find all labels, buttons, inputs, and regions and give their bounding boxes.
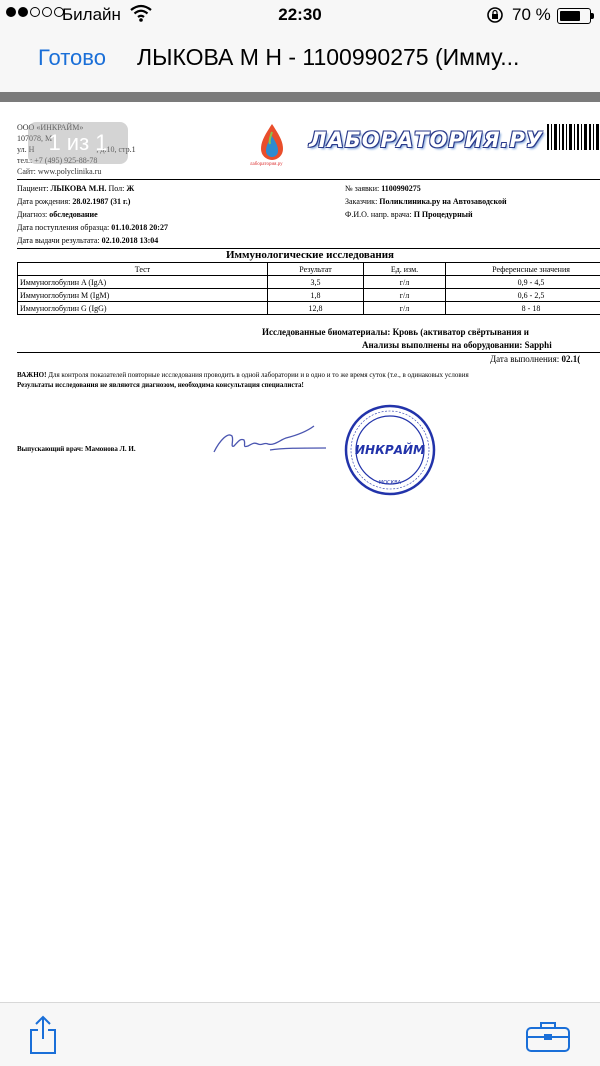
rotation-lock-icon [486,6,504,24]
patient-info: Пациент: ЛЫКОВА М.Н. Пол: Ж Дата рождения: 28.02.1987 (31 г.) Диагноз: обследование Дата поступления образца: 01.10.2018 20:27 Дата выдачи результата: 02.10.2018 13:04 [17,184,168,245]
table-row: Иммуноглобулин G (IgG) 12,8 г/л 8 - 18 [18,302,600,315]
table-row: Иммуноглобулин A (IgA) 3,5 г/л 0,9 - 4,5 [18,276,600,289]
completion-date: Дата выполнения: 02.1( [490,354,581,364]
order-info: № заявки: 1100990275 Заказчик: Поликлиника.ру на Автозаводской Ф.И.О. напр. врача: П Процедурный [345,184,507,219]
table-header-row: Тест Результат Ед. изм. Референсные значения [18,263,600,276]
lab-logo-icon [258,122,286,162]
share-icon[interactable] [28,1015,58,1055]
official-stamp [344,404,436,496]
barcode [547,124,600,150]
bottom-toolbar [0,1002,600,1066]
battery-percent: 70 % [512,5,551,24]
results-table [17,262,600,315]
nav-bar [0,30,600,92]
issuing-doctor: Выпускающий врач: Мамонова Л. И. [17,445,136,453]
lab-address: ООО «ИНКРАЙМ» 107078, М ул. Н , д.10, стр.1 тел.: +7 (495) 925-88-78 Сайт: www.polyclinika.ru [17,123,136,176]
table-row: Иммуноглобулин M (IgM) 1,8 г/л 0,6 - 2,5 [18,289,600,302]
battery-icon [557,8,591,24]
document-title: ЛЫКОВА М Н - 1100990275 (Имму... [137,44,520,70]
carrier-name: Билайн [62,5,121,24]
warning-note-2: Результаты исследования не являются диагнозом, необходима консультация специалиста! [17,381,304,389]
header-divider [17,179,600,180]
equipment-line: Анализы выполнены на оборудовании: Sapphi [362,340,552,350]
logo-caption: лаборатория.ру [250,162,283,167]
briefcase-icon[interactable] [525,1019,571,1053]
warning-note: ВАЖНО! Для контроля показателей повторные исследования проводить в одной лаборатории и в одно и то же время суток (т.е., в одинаковых условия [17,371,469,379]
svg-text:МОСКВА: МОСКВА [378,480,402,486]
lab-brand: ЛАБОРАТОРИЯ.РУ [309,128,544,152]
status-bar [0,0,600,30]
svg-text:ИНКРАЙМ: ИНКРАЙМ [355,443,425,457]
signature [210,422,330,462]
section-title: Иммунологические исследования [225,249,395,261]
nav-divider [0,92,600,102]
clock: 22:30 [278,5,322,24]
biomaterial-line: Исследованные биоматериалы: Кровь (активатор свёртывания и [262,327,529,337]
done-button[interactable]: Готово [38,45,106,70]
pdf-document-page[interactable] [0,102,600,1002]
page-indicator: 1 из 1 [28,122,128,164]
